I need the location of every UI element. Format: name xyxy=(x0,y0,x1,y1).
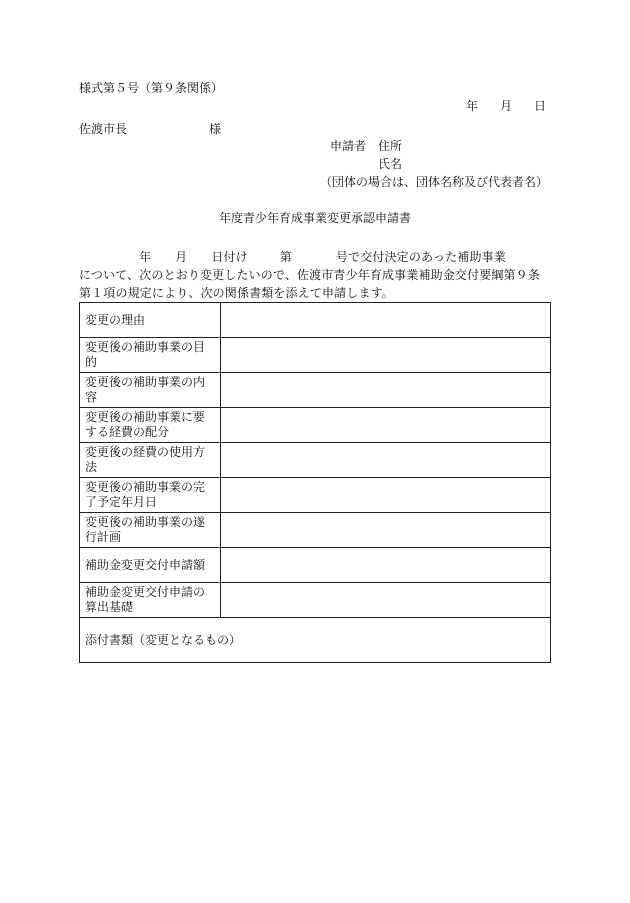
row-value-reason[interactable] xyxy=(221,303,551,338)
row-label-request-amount: 補助金変更交付申請額 xyxy=(80,548,221,583)
table-row xyxy=(80,478,551,513)
table-row xyxy=(80,583,551,618)
row-value-cost-allocation[interactable] xyxy=(221,408,551,443)
addressee-honorific: 様 xyxy=(209,122,222,136)
body-line1-tail: 号で交付決定のあった補助事業 xyxy=(335,250,506,264)
addressee xyxy=(79,121,221,138)
table-row xyxy=(80,303,551,338)
table-row xyxy=(80,338,551,373)
row-label-purpose: 変更後の補助事業の目的 xyxy=(80,338,221,373)
table-row xyxy=(80,513,551,548)
date-line xyxy=(466,98,546,115)
table-row xyxy=(80,548,551,583)
row-value-calculation-basis[interactable] xyxy=(221,583,551,618)
row-label-cost-allocation: 変更後の補助事業に要する経費の配分 xyxy=(80,408,221,443)
row-value-request-amount[interactable] xyxy=(221,548,551,583)
address-label: 住所 xyxy=(378,139,403,153)
date-month: 月 xyxy=(499,99,512,113)
body-line-3: 第１項の規定により、次の関係書類を添えて申請します。 xyxy=(79,286,394,300)
row-value-completion-date[interactable] xyxy=(221,478,551,513)
row-label-execution-plan: 変更後の補助事業の遂行計画 xyxy=(80,513,221,548)
body-line-2: について、次のとおり変更したいので、佐渡市青少年育成事業補助金交付要綱第９条 xyxy=(79,268,540,282)
table-row xyxy=(80,373,551,408)
applicant-label: 申請者 xyxy=(330,139,367,153)
group-note: （団体の場合は、団体名称及び代表者名） xyxy=(319,175,548,189)
body-year: 年 xyxy=(139,250,152,264)
applicant-block xyxy=(330,138,402,174)
row-label-content: 変更後の補助事業の内容 xyxy=(80,373,221,408)
attachments-cell[interactable]: 添付書類（変更となるもの） xyxy=(80,618,551,663)
row-value-execution-plan[interactable] xyxy=(221,513,551,548)
date-day: 日 xyxy=(533,99,546,113)
row-label-completion-date: 変更後の補助事業の完了予定年月日 xyxy=(80,478,221,513)
body-day-attached: 日付け xyxy=(211,250,248,264)
document-title: 年度青少年育成事業変更承認申請書 xyxy=(218,211,411,225)
table-row xyxy=(80,408,551,443)
body-month: 月 xyxy=(175,250,188,264)
table-row xyxy=(80,443,551,478)
body-line-1 xyxy=(79,248,551,266)
row-label-reason: 変更の理由 xyxy=(80,303,221,338)
change-request-table xyxy=(79,302,551,663)
row-value-purpose[interactable] xyxy=(221,338,551,373)
date-year: 年 xyxy=(465,99,478,113)
row-value-content[interactable] xyxy=(221,373,551,408)
body-text xyxy=(79,248,551,302)
row-value-usage-method[interactable] xyxy=(221,443,551,478)
name-label: 氏名 xyxy=(378,157,403,171)
form-number: 様式第５号（第９条関係） xyxy=(79,81,224,95)
body-number-prefix: 第 xyxy=(279,250,292,264)
table-row xyxy=(80,618,551,663)
row-label-calculation-basis: 補助金変更交付申請の算出基礎 xyxy=(80,583,221,618)
addressee-city: 佐渡市長 xyxy=(79,122,128,136)
row-label-usage-method: 変更後の経費の使用方法 xyxy=(80,443,221,478)
